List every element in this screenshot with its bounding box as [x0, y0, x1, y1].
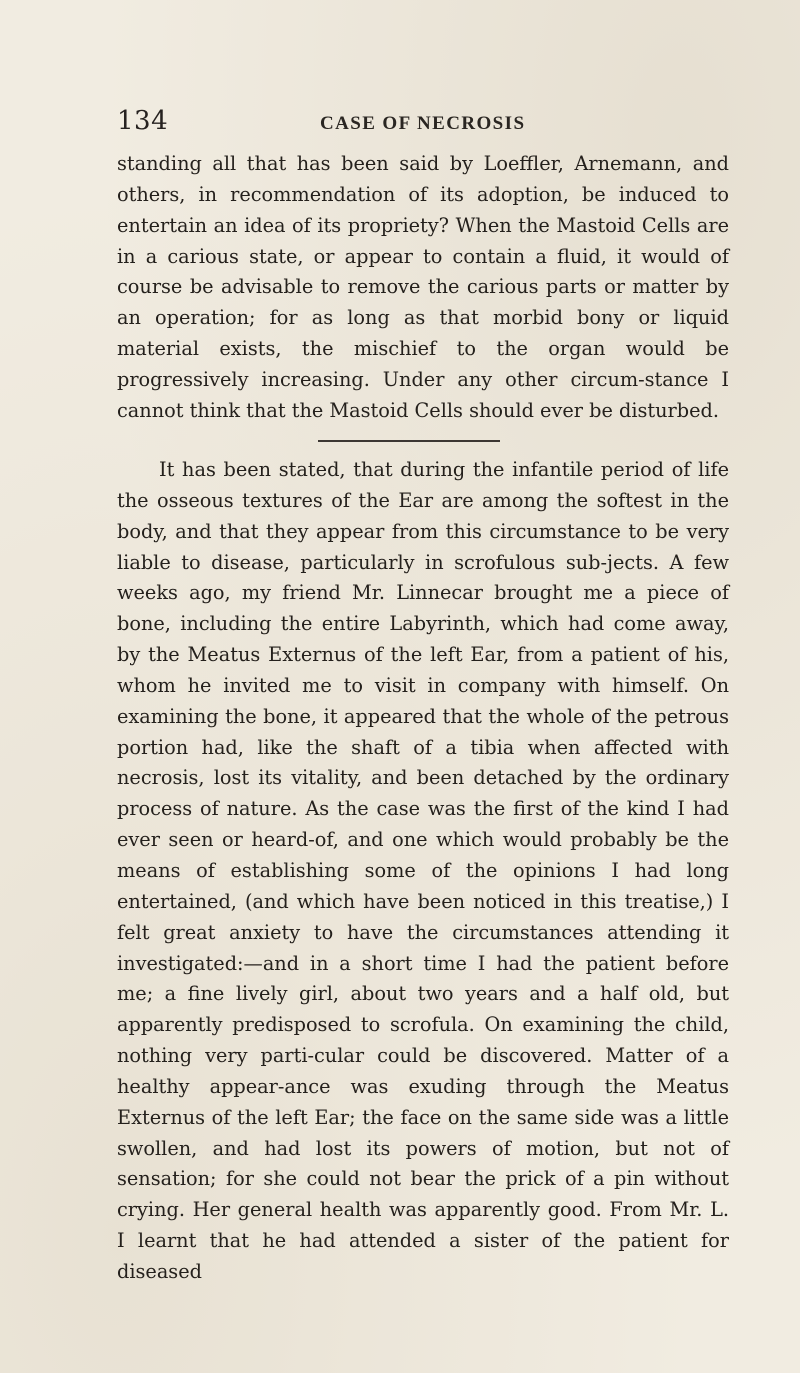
page-header — [0, 106, 800, 140]
section-divider — [318, 440, 500, 442]
paragraph-2: It has been stated, that during the infantile period of life the osseous textures of the Ear are among the softest in the body, and that they appear from this circumstance to be very liable to disease, particularly in scrofulous sub-jects. A few weeks ago, my friend Mr. Linnecar brought me a piece of bone, including the entire Labyrinth, which had come away, by the Meatus Externus of the left Ear, from a patient of his, whom he invited me to visit in company with himself. On examining the bone, it appeared that the whole of the petrous portion had, like the shaft of a tibia when affected with necrosis, lost its vitality, and been detached by the ordinary process of nature. As the case was the first of the kind I had ever seen or heard-of, and one which would probably be the means of establishing some of the opinions I had long entertained, (and which have been noticed in this treatise,) I felt great anxiety to have the circumstances attending it investigated:—and in a short time I had the patient before me; a fine lively girl, about two years and a half old, but apparently predisposed to scrofula. On examining the child, nothing very parti-cular could be discovered. Matter of a healthy appear-ance was exuding through the Meatus Externus of the left Ear; the face on the same side was a little swollen, and had lost its powers of motion, but not of sensation; for she could not bear the prick of a pin without crying. Her general health was apparently good. From Mr. L. I learnt that he had attended a sister of the patient for diseased — [117, 458, 729, 1283]
page-number: 134 — [117, 106, 169, 136]
running-head: CASE OF NECROSIS — [320, 113, 526, 134]
paragraph-1: standing all that has been said by Loeffler, Arnemann, and others, in recommendation of its adoption, be induced to entertain an idea of its propriety? When the Mastoid Cells are in a carious state, or appear to contain a fluid, it would of course be advisable to remove the carious parts or matter by an operation; for as long as that morbid bony or liquid material exists, the mischief to the organ would be progressively increasing. Under any other circum-stance I cannot think that the Mastoid Cells should ever be disturbed. — [117, 152, 729, 422]
